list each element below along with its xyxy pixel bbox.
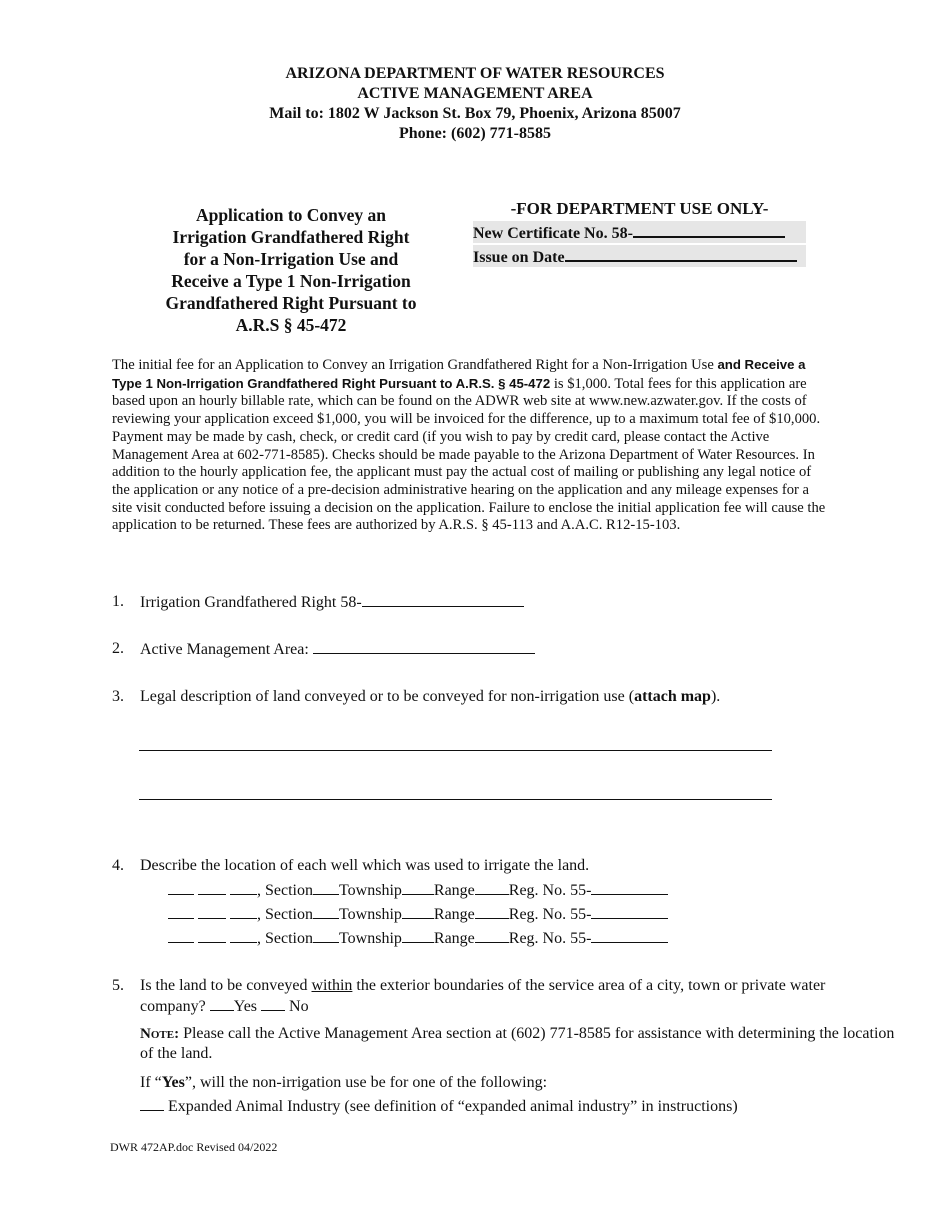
expanded-animal-industry-checkbox[interactable] [140, 1096, 164, 1111]
well-quarter-field[interactable] [230, 928, 257, 943]
agency-phone: Phone: (602) 771-8585 [399, 125, 551, 142]
well-quarter-field[interactable] [168, 928, 194, 943]
issue-date-row [473, 245, 806, 267]
well-quarter-field[interactable] [198, 880, 226, 895]
well-registration-field[interactable] [591, 928, 668, 943]
well-quarter-field[interactable] [230, 880, 257, 895]
document-footer: DWR 472AP.doc Revised 04/2022 [110, 1140, 278, 1154]
well-location-row: , Section Township Range Reg. No. 55- [168, 928, 668, 949]
fee-paragraph: The initial fee for an Application to Convey an Irrigation Grandfathered Right for a Non-Irrigation Use and Receive a Type 1 Non-Irrigation Grandfathered Right Pursuant to A.R.S. § 45-472 is $1,000. Total fees for this application are based upon an hourly billable rate, which can be found on the ADWR web site at www.new.azwater.gov. If the costs of reviewing your application exceed $1,000, you will be invoiced for the difference, up to a maximum total fee of $10,000. Payment may be made by cash, check, or credit card (if you wish to pay by credit card, please contact the Active Management Area at 602-771-8585). Checks should be made payable to the Arizona Department of Water Resources. In addition to the hourly application fee, the applicant must pay the actual cost of mailing or publishing any legal notice of the application or any notice of a pre-decision administrative hearing on the application and any mileage expenses for a site visit conducted before issuing a decision on the application. Failure to enclose the initial application fee will cause the application to be returned. These fees are authorized by A.R.S. § 45-113 and A.A.C. R12-15-103. [112, 357, 826, 534]
well-registration-field[interactable] [591, 904, 668, 919]
well-section-field[interactable] [313, 904, 339, 919]
question-4-label: Describe the location of each well which was used to irrigate the land. [140, 857, 590, 874]
issue-date-label: Issue on Date [473, 249, 565, 266]
well-range-field[interactable] [475, 904, 509, 919]
note-paragraph: Note: Please call the Active Management Area section at (602) 771-8585 for assistance with determining the location of the land. [140, 1025, 895, 1062]
issue-date-field[interactable] [565, 245, 797, 262]
active-management-area-field[interactable] [313, 639, 535, 654]
department-use-heading: -FOR DEPARTMENT USE ONLY- [510, 199, 769, 218]
grandfathered-right-field[interactable] [362, 592, 524, 607]
well-township-field[interactable] [402, 880, 434, 895]
well-section-field[interactable] [313, 880, 339, 895]
question-1-label: Irrigation Grandfathered Right 58- [140, 594, 362, 611]
well-township-field[interactable] [402, 928, 434, 943]
form-title: Application to Convey an Irrigation Grandfathered Right for a Non-Irrigation Use and Receive a Type 1 Non-Irrigation Grandfathered Right Pursuant to A.R.S § 45-472 [165, 205, 417, 335]
question-3-label: Legal description of land conveyed or to be conveyed for non-irrigation use (attach map). [140, 688, 721, 705]
question-5-label: Is the land to be conveyed within the exterior boundaries of the service area of a city, town or private water [140, 977, 826, 994]
well-registration-field[interactable] [591, 880, 668, 895]
service-area-answer: company? Yes No [140, 998, 309, 1015]
well-quarter-field[interactable] [230, 904, 257, 919]
well-location-row: , Section Township Range Reg. No. 55- [168, 904, 668, 925]
if-yes-question: If “Yes”, will the non-irrigation use be for one of the following: [140, 1074, 548, 1091]
legal-description-line-2[interactable] [139, 799, 772, 800]
legal-description-line-1[interactable] [139, 750, 772, 751]
agency-division: ACTIVE MANAGEMENT AREA [357, 85, 593, 102]
well-quarter-field[interactable] [168, 880, 194, 895]
well-township-field[interactable] [402, 904, 434, 919]
well-quarter-field[interactable] [168, 904, 194, 919]
well-quarter-field[interactable] [198, 904, 226, 919]
yes-checkbox[interactable] [210, 996, 234, 1011]
no-checkbox[interactable] [261, 996, 285, 1011]
expanded-animal-industry-option: Expanded Animal Industry (see definition of “expanded animal industry” in instructions) [140, 1096, 738, 1117]
new-certificate-row [473, 221, 806, 243]
well-section-field[interactable] [313, 928, 339, 943]
well-location-row: , Section Township Range Reg. No. 55- [168, 880, 668, 901]
well-quarter-field[interactable] [198, 928, 226, 943]
agency-name: ARIZONA DEPARTMENT OF WATER RESOURCES [285, 65, 665, 82]
well-range-field[interactable] [475, 928, 509, 943]
new-certificate-label: New Certificate No. 58- [473, 225, 633, 242]
mailing-address: Mail to: 1802 W Jackson St. Box 79, Phoenix, Arizona 85007 [269, 105, 681, 122]
question-2-label: Active Management Area: [140, 641, 313, 658]
new-certificate-field[interactable] [633, 221, 785, 238]
well-range-field[interactable] [475, 880, 509, 895]
